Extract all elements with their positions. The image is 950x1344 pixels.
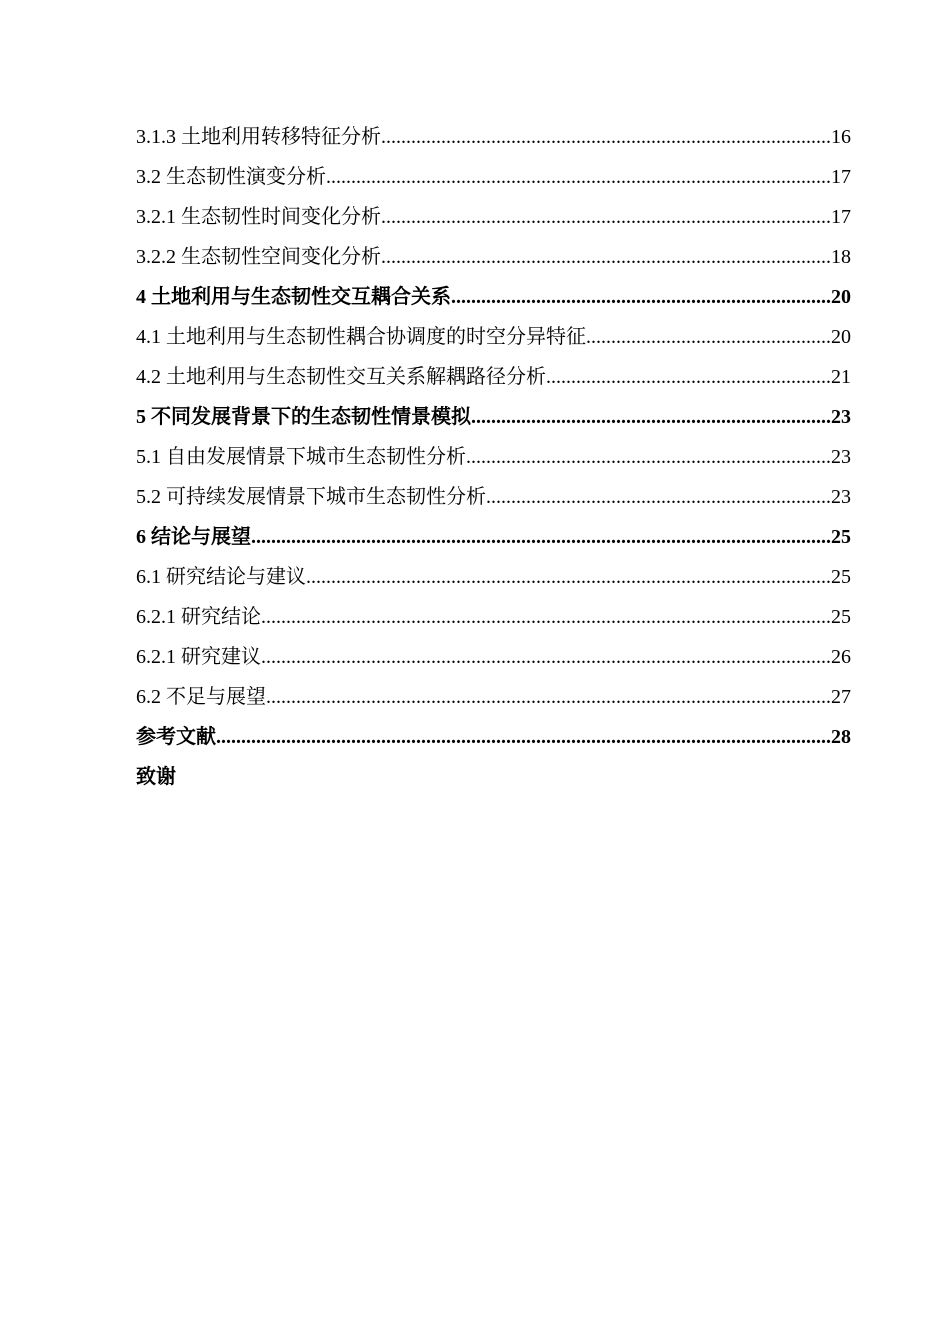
toc-entry-label: 3.2.1 生态韧性时间变化分析: [136, 206, 381, 228]
toc-entry[interactable]: [136, 477, 851, 517]
toc-entry-label: 5.1 自由发展情景下城市生态韧性分析: [136, 446, 466, 468]
toc-entry[interactable]: [136, 237, 851, 277]
toc-page-number: 23: [831, 486, 851, 508]
toc-entry-label: 3.2.2 生态韧性空间变化分析: [136, 246, 381, 268]
toc-entry[interactable]: [136, 557, 851, 597]
toc-entry-label: 4.1 土地利用与生态韧性耦合协调度的时空分异特征: [136, 326, 586, 348]
toc-dot-leader: [266, 677, 831, 717]
toc-entry[interactable]: [136, 397, 851, 437]
toc-entry[interactable]: [136, 717, 851, 757]
toc-entry-label: 4 土地利用与生态韧性交互耦合关系: [136, 286, 451, 308]
toc-entry[interactable]: [136, 637, 851, 677]
toc-page-number: 26: [831, 646, 851, 668]
toc-entry[interactable]: [136, 757, 851, 797]
toc-entry[interactable]: [136, 157, 851, 197]
toc-entry-label: 5 不同发展背景下的生态韧性情景模拟: [136, 406, 471, 428]
toc-dot-leader: [471, 397, 831, 437]
toc-entry-label: 6.2.1 研究结论: [136, 606, 261, 628]
toc-entry-label: 6 结论与展望: [136, 526, 251, 548]
toc-entry[interactable]: [136, 117, 851, 157]
toc-entry-label: 5.2 可持续发展情景下城市生态韧性分析: [136, 486, 486, 508]
toc-page-number: 18: [831, 246, 851, 268]
toc-dot-leader: [381, 117, 831, 157]
toc-entry-label: 3.1.3 土地利用转移特征分析: [136, 126, 381, 148]
toc-entry[interactable]: [136, 197, 851, 237]
toc-page-number: 27: [831, 686, 851, 708]
toc-page-number: 28: [831, 726, 851, 748]
toc-page-number: 17: [831, 206, 851, 228]
toc-entry-label: 6.1 研究结论与建议: [136, 566, 306, 588]
toc-page-number: 16: [831, 126, 851, 148]
toc-dot-leader: [261, 637, 831, 677]
toc-dot-leader: [546, 357, 831, 397]
toc-entry-label: 4.2 土地利用与生态韧性交互关系解耦路径分析: [136, 366, 546, 388]
toc-page-number: 17: [831, 166, 851, 188]
toc-dot-leader: [216, 717, 831, 757]
toc-dot-leader: [261, 597, 831, 637]
toc-entry[interactable]: [136, 437, 851, 477]
toc-entry-label: 参考文献: [136, 726, 216, 748]
toc-page-number: 20: [831, 326, 851, 348]
toc-entry[interactable]: [136, 517, 851, 557]
toc-dot-leader: [381, 237, 831, 277]
toc-page-number: 25: [831, 606, 851, 628]
toc-entry[interactable]: [136, 357, 851, 397]
toc-entry[interactable]: [136, 597, 851, 637]
toc-dot-leader: [486, 477, 831, 517]
toc-entry-label: 3.2 生态韧性演变分析: [136, 166, 326, 188]
toc-page-number: 20: [831, 286, 851, 308]
toc-entry-label: 6.2.1 研究建议: [136, 646, 261, 668]
toc-dot-leader: [251, 517, 831, 557]
toc-entry[interactable]: [136, 677, 851, 717]
toc-entry[interactable]: [136, 277, 851, 317]
toc-page-number: 23: [831, 406, 851, 428]
table-of-contents: [136, 117, 851, 797]
toc-dot-leader: [451, 277, 831, 317]
toc-dot-leader: [381, 197, 831, 237]
toc-page-number: 23: [831, 446, 851, 468]
toc-dot-leader: [586, 317, 831, 357]
toc-entry-label: 6.2 不足与展望: [136, 686, 266, 708]
toc-dot-leader: [306, 557, 831, 597]
toc-entry-label: 致谢: [136, 766, 176, 788]
toc-page-number: 25: [831, 566, 851, 588]
toc-dot-leader: [466, 437, 831, 477]
toc-page-number: 25: [831, 526, 851, 548]
toc-entry[interactable]: [136, 317, 851, 357]
toc-dot-leader: [326, 157, 831, 197]
toc-page-number: 21: [831, 366, 851, 388]
